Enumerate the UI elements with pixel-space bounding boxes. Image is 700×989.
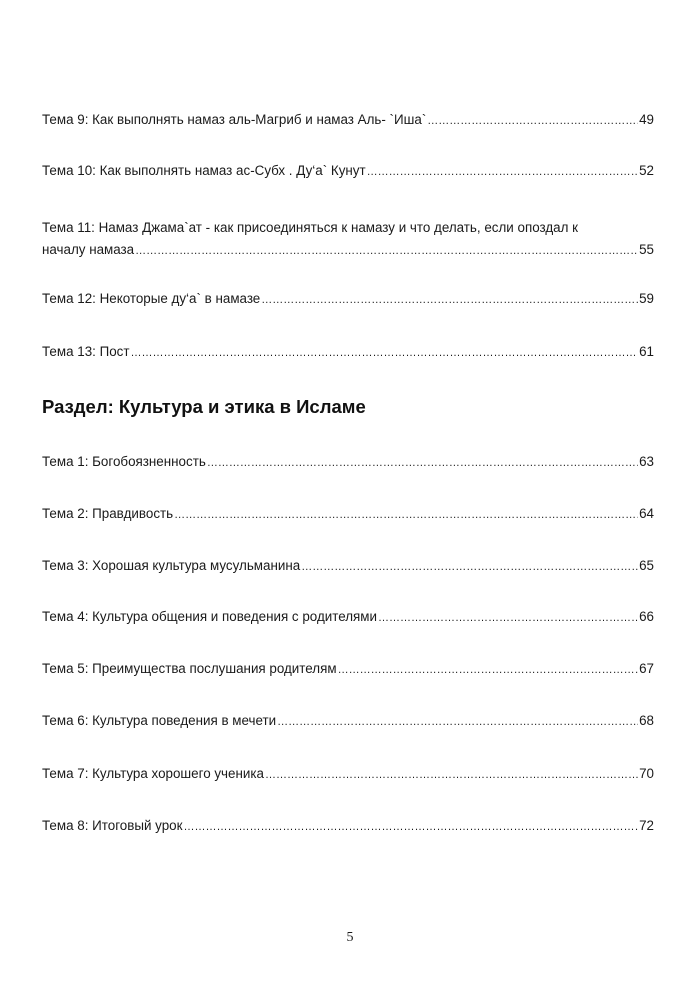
toc-entry-page: 59 [639, 291, 654, 306]
toc-entry-page: 63 [639, 454, 654, 469]
toc-entry-ethics-8[interactable] [42, 816, 654, 837]
toc-entry-title-line2: началу намаза [42, 242, 135, 257]
toc-entry-topic-10[interactable] [42, 161, 654, 182]
toc-entry-ethics-4[interactable] [42, 607, 654, 628]
toc-entry-topic-11[interactable] [42, 218, 654, 261]
toc-entry-title: Тема 2: Правдивость [42, 506, 174, 521]
toc-entry-ethics-6[interactable] [42, 711, 654, 732]
toc-entry-ethics-1[interactable] [42, 452, 654, 473]
toc-entry-title: Тема 5: Преимущества послушания родителям [42, 661, 337, 676]
toc-entry-page: 65 [639, 558, 654, 573]
toc-entry-page: 55 [639, 242, 654, 257]
toc-entry-title: Тема 8: Итоговый урок [42, 818, 183, 833]
toc-entry-title: Тема 13: Пост [42, 344, 130, 359]
toc-entry-title: Тема 9: Как выполнять намаз аль-Магриб и намаз Аль- `Иша` [42, 112, 427, 127]
toc-entry-title: Тема 4: Культура общения и поведения с родителями [42, 609, 377, 624]
toc-entry-topic-12[interactable] [42, 289, 654, 310]
toc-entry-page: 72 [639, 818, 654, 833]
toc-entry-page: 64 [639, 506, 654, 521]
toc-entry-title: Тема 1: Богобоязненность [42, 454, 206, 469]
toc-entry-title: Тема 6: Культура поведения в мечети [42, 713, 277, 728]
dot-leader [338, 659, 639, 680]
dot-leader [277, 711, 638, 732]
dot-leader [207, 452, 638, 473]
toc-entry-page: 70 [639, 766, 654, 781]
dot-leader [367, 161, 638, 182]
dot-leader [261, 289, 638, 310]
toc-entry-page: 49 [639, 112, 654, 127]
section-heading: Раздел: Культура и этика в Исламе [42, 396, 366, 417]
toc-entry-title: Тема 12: Некоторые ду‘а` в намазе [42, 291, 261, 306]
toc-entry-ethics-7[interactable] [42, 764, 654, 785]
dot-leader [135, 240, 638, 261]
toc-entry-title-line1: Тема 11: Намаз Джама`ат - как присоединяться к намазу и что делать, если опоздал к [42, 220, 578, 235]
dot-leader [130, 342, 638, 363]
toc-entry-topic-9[interactable] [42, 110, 654, 131]
toc-entry-page: 61 [639, 344, 654, 359]
toc-entry-ethics-5[interactable] [42, 659, 654, 680]
dot-leader [378, 607, 638, 628]
toc-entry-topic-13[interactable] [42, 342, 654, 363]
dot-leader [301, 556, 638, 577]
dot-leader [265, 764, 638, 785]
toc-entry-title: Тема 10: Как выполнять намаз ас-Субх . Ду‘а` Кунут [42, 163, 366, 178]
toc-entry-ethics-2[interactable] [42, 504, 654, 525]
toc-entry-page: 66 [639, 609, 654, 624]
page-number: 5 [346, 930, 354, 945]
toc-entry-page: 52 [639, 163, 654, 178]
toc-entry-title: Тема 3: Хорошая культура мусульманина [42, 558, 301, 573]
toc-entry-page: 68 [639, 713, 654, 728]
dot-leader [427, 110, 638, 131]
dot-leader [183, 816, 638, 837]
dot-leader [174, 504, 638, 525]
toc-entry-ethics-3[interactable] [42, 556, 654, 577]
toc-entry-page: 67 [639, 661, 654, 676]
toc-entry-title: Тема 7: Культура хорошего ученика [42, 766, 264, 781]
